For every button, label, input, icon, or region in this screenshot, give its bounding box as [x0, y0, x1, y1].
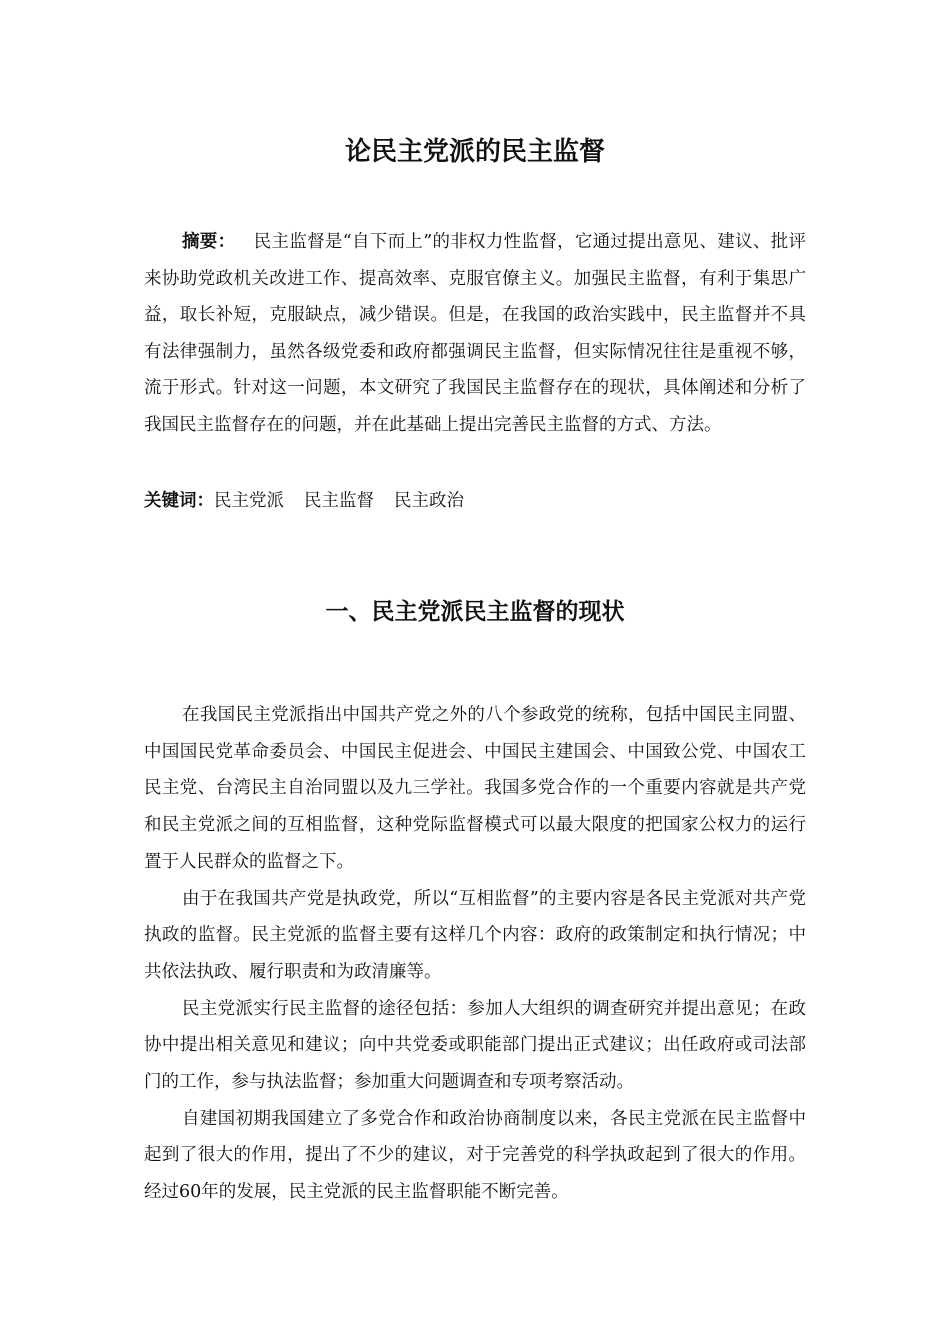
keywords-label: 关键词： — [144, 491, 214, 511]
keyword-item: 民主党派 — [214, 491, 284, 511]
abstract-label: 摘要： — [182, 232, 236, 252]
section-body — [144, 697, 806, 1211]
document-title: 论民主党派的民主监督 — [344, 137, 605, 167]
keywords-line — [144, 484, 806, 518]
body-paragraph: 自建国初期我国建立了多党合作和政治协商制度以来，各民主党派在民主监督中起到了很大的作用，提出了不少的建议，对于完善党的科学执政起到了很大的作用。经过60年的发展，民主党派的民主监督职能不断完善。 — [144, 1108, 806, 1203]
body-paragraph: 由于在我国共产党是执政党，所以“互相监督”的主要内容是各民主党派对共产党执政的监督。民主党派的监督主要有这样几个内容：政府的政策制定和执行情况；中共依法执政、履行职责和为政清廉等。 — [144, 888, 806, 982]
abstract-paragraph — [144, 224, 806, 443]
body-paragraph: 在我国民主党派指出中国共产党之外的八个参政党的统称，包括中国民主同盟、中国国民党革命委员会、中国民主促进会、中国民主建国会、中国致公党、中国农工民主党、台湾民主自治同盟以及九三学社。我国多党合作的一个重要内容就是共产党和民主党派之间的互相监督，这种党际监督模式可以最大限度的把国家公权力的运行置于人民群众的监督之下。 — [144, 705, 806, 872]
section-heading: 一、民主党派民主监督的现状 — [325, 598, 625, 625]
abstract-text: 民主监督是“自下而上”的非权力性监督，它通过提出意见、建议、批评来协助党政机关改进工作、提高效率、克服官僚主义。加强民主监督，有利于集思广益，取长补短，克服缺点，减少错误。但是，在我国的政治实践中，民主监督并不具有法律强制力，虽然各级党委和政府都强调民主监督，但实际情况往往是重视不够，流于形式。针对这一问题，本文研究了我国民主监督存在的现状，具体阐述和分析了我国民主监督存在的问题，并在此基础上提出完善民主监督的方式、方法。 — [144, 232, 806, 435]
keyword-item: 民主监督 — [304, 491, 374, 511]
body-paragraph: 民主党派实行民主监督的途径包括：参加人大组织的调查研究并提出意见；在政协中提出相关意见和建议；向中共党委或职能部门提出正式建议；出任政府或司法部门的工作，参与执法监督；参加重大问题调查和专项考察活动。 — [144, 998, 806, 1093]
keyword-item: 民主政治 — [394, 491, 464, 511]
